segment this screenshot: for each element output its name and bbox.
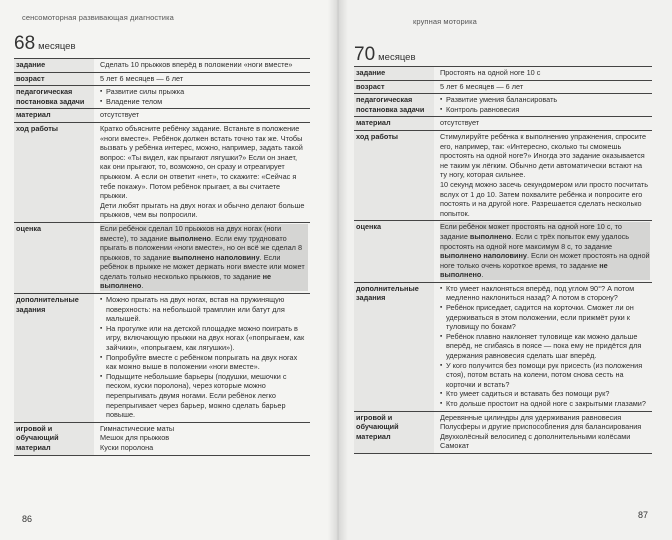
text-span: . Если он может простоять на одной ноге только очень короткое время, то задание [440, 251, 650, 270]
list-item: ▪ Ребёнок плавно наклоняет туловище как можно дальше вперёд, не сгибаясь в поясе — пока ему не придётся для удержания равновесия сделать шаг вперёд. [440, 332, 650, 361]
row-task [354, 66, 652, 80]
row-value: 5 лет 6 месяцев — 6 лет [100, 73, 184, 83]
row-age [14, 72, 310, 86]
material-item: Куски поролона [100, 442, 154, 452]
row-value [94, 423, 310, 455]
age-unit: месяцев [378, 52, 416, 63]
list-item: ▪ Подыщите небольшие барьеры (подушки, мешочки с песком, куски поролона), через которые можно перепрыгивать двумя ногами. Если ребёнок легко перепрыгивает через барьер, можно сделать барьер повыше. [100, 372, 308, 420]
list-item: ▪ Владение телом [100, 97, 308, 107]
row-age [354, 80, 652, 94]
row-value [434, 283, 652, 411]
task-sheet [14, 58, 310, 456]
material-item: Мешок для прыжков [100, 433, 170, 443]
paragraph: 10 секунд можно засечь секундомером или просто посчитать вслух от 1 до 10. Затем похвалите ребёнка и попросите его постоять и на другой ноге. Разрешается сделать несколько попыток. [440, 179, 649, 218]
row-value [94, 123, 310, 222]
result-half: выполнено наполовину [440, 251, 527, 261]
list-item: ▪ Развитие умения балансировать [440, 95, 650, 105]
row-procedure [354, 130, 652, 220]
age-number: 68 [14, 33, 36, 54]
row-value [434, 94, 652, 116]
material-item: Гимнастические маты [100, 423, 175, 433]
row-game-material [14, 422, 310, 456]
row-value: Простоять на одной ноге 10 с [440, 68, 541, 77]
text-span: . Если ребёнок в прыжке не может держать ноги вместе или может сделать только несколько прыжков, то задание [100, 252, 305, 281]
material-item: Двухколёсный велосипед с дополнительными колёсами [440, 431, 631, 441]
list-item: ▪ Можно прыгать на двух ногах, встав на пружинящую поверхность: на небольшой трамплин или батут для малышей. [100, 295, 308, 324]
material-item: Самокат [440, 441, 470, 451]
row-label: игровой и обучающий материал [354, 412, 434, 453]
material-item: Полусферы и другие приспособления для балансирования [440, 422, 642, 432]
row-value [434, 221, 652, 282]
list-item: ▪ Кто дольше простоит на одной ноге с закрытыми глазами? [440, 399, 650, 409]
list-item: ▪ Ребёнок приседает, садится на корточки. Сможет ли он удерживаться в этом положении, если прижмёт руки к туловищу по бокам? [440, 303, 650, 332]
row-label: педагогическая постановка задачи [354, 94, 434, 116]
row-material [14, 108, 310, 122]
row-value [434, 412, 652, 453]
paragraph: Стимулируйте ребёнка к выполнению упражнения, спросите его, например, так: «Интересно, сколько ты сможешь простоять на одной ноге?» Иногда это задание оказывается не таким уж лёгким. Обычно дети автоматически встают на ту ногу, которая сильнее. [440, 131, 647, 180]
row-label: возраст [354, 81, 434, 94]
text-span: Если ребёнок сделал 10 прыжков на двух ногах (ноги вместе), то задание [100, 223, 282, 243]
result-full: выполнено [169, 233, 211, 243]
row-label: материал [354, 117, 434, 130]
text-span: . Если ему трудновато прыгать в положении «ноги вместе», но он всё же сделал 8 прыжков, то задание [100, 233, 303, 262]
text-span: Если ребёнок может простоять на одной ноге 10 с, то задание [440, 222, 622, 241]
row-value: 5 лет 6 месяцев — 6 лет [440, 81, 524, 91]
book-gutter-shadow [328, 0, 348, 540]
row-value [94, 294, 310, 422]
row-value: отсутствует [440, 118, 480, 128]
paragraph: Кратко объясните ребёнку задание. Встаньте в положение «ноги вместе». Ребёнок должен встать точно так же. Чтобы вызвать у ребёнка интерес, можно, например, задать такой вопрос: «Ты видел, как прыгают лягушки?» Если он знает, как они прыгают, то, возможно, он сразу и отреагирует прыжком. А если он ответит «нет», то скажите: «Сейчас я тебе покажу». Потом ребёнок прыгает, а вы считаете прыжки. [100, 123, 303, 201]
row-label: ход работы [14, 123, 94, 222]
result-half: выполнено наполовину [172, 252, 260, 262]
row-goal [14, 85, 310, 108]
age-number: 70 [354, 44, 376, 65]
row-label: дополнительные задания [14, 294, 94, 422]
row-game-material [354, 411, 652, 454]
result-full: выполнено [469, 231, 512, 241]
list-item: ▪ Кто умеет садиться и вставать без помощи рук? [440, 389, 650, 399]
list-item: ▪ На прогулке или на детской площадке можно поиграть в игру, включающую прыжки на двух ногах («попрыгаем, как зайчики», «попрыгаем, как лягушки»). [100, 324, 308, 353]
right-page [338, 0, 672, 540]
list-item: ▪ У кого получится без помощи рук присесть (из положения стоя), потом встать на колени, потом снова сесть на корточки и встать? [440, 361, 650, 390]
row-label: возраст [14, 73, 94, 86]
row-label: педагогическая постановка задачи [14, 86, 94, 108]
task-sheet [354, 66, 652, 454]
row-value: Сделать 10 прыжков вперёд в положении «ноги вместе» [100, 60, 293, 69]
row-value: отсутствует [100, 110, 140, 120]
row-value [94, 223, 310, 293]
row-additional [354, 282, 652, 411]
row-label: игровой и обучающий материал [14, 423, 94, 455]
list-item: ▪ Контроль равновесия [440, 105, 650, 115]
row-label: дополнительные задания [354, 283, 434, 411]
row-assessment [354, 220, 652, 282]
row-additional [14, 293, 310, 422]
row-material [354, 116, 652, 130]
row-value [94, 86, 310, 108]
result-none: не выполнено [440, 260, 608, 280]
page-number: 86 [22, 514, 33, 524]
row-procedure [14, 122, 310, 222]
running-head: крупная моторика [413, 17, 477, 26]
list-item: ▪ Кто умеет наклоняться вперёд, под углом 90°? А потом медленно наклониться назад? А потом в сторону? [440, 284, 650, 303]
list-item: ▪ Развитие силы прыжка [100, 87, 308, 97]
age-title [354, 44, 416, 66]
row-label: задание [14, 59, 94, 72]
row-label: оценка [354, 221, 434, 282]
text-span: . [141, 281, 144, 291]
page-number: 87 [638, 510, 649, 520]
age-title [14, 33, 76, 55]
row-label: оценка [14, 223, 94, 293]
row-label: материал [14, 109, 94, 122]
row-label: ход работы [354, 131, 434, 220]
row-assessment [14, 222, 310, 293]
age-unit: месяцев [38, 41, 76, 52]
row-value [434, 131, 652, 220]
text-span: . [481, 270, 484, 280]
row-task [14, 58, 310, 72]
assessment-text [440, 222, 650, 280]
list-item: ▪ Попробуйте вместе с ребёнком попрыгать на двух ногах как можно выше в положении «ноги вместе». [100, 353, 308, 372]
paragraph: Дети любят прыгать на двух ногах и обычно делают больше прыжков, чем вы попросили. [100, 200, 305, 220]
running-head: сенсомоторная развивающая диагностика [22, 13, 174, 22]
row-label: задание [354, 67, 434, 80]
assessment-text [100, 224, 308, 291]
text-span: . Если с трёх попыток ему удалось простоять на одной ноге максимум 8 с, то задание [440, 231, 630, 251]
row-goal [354, 93, 652, 116]
material-item: Деревянные цилиндры для удерживания равновесия [440, 412, 622, 422]
result-none: не выполнено [100, 271, 272, 291]
